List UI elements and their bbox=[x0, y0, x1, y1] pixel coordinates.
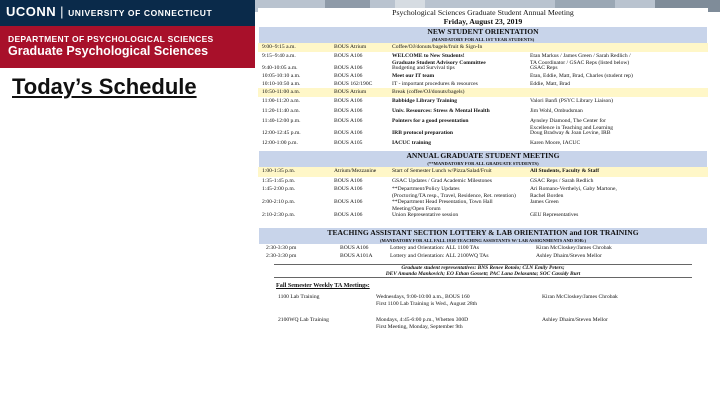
row-room: BOUS A101A bbox=[340, 253, 373, 259]
row-time: 11:20-11:40 a.m. bbox=[262, 108, 300, 114]
row-time: 12:00-1:00 p.m. bbox=[262, 140, 298, 146]
department-banner bbox=[0, 26, 255, 68]
row-room: BOUS A106 bbox=[334, 186, 363, 192]
row-room: BOUS 162/190C bbox=[334, 81, 373, 87]
row-event: Start of Semester Lunch w/Pizza/Salad/Fruit bbox=[392, 168, 492, 174]
weekly-row bbox=[258, 317, 708, 331]
weekly-presenter: Ashley Dhaim/Steven Mellor bbox=[542, 317, 608, 324]
row-event: Coffee/OJ/donuts/bagels/fruit & Sign-In bbox=[392, 44, 483, 50]
university-wordmark: UCONN | UNIVERSITY OF CONNECTICUT bbox=[6, 4, 213, 19]
doc-date: Friday, August 23, 2019 bbox=[443, 17, 523, 26]
row-event: Lottery and Orientation: ALL 2100WQ TAs bbox=[390, 253, 489, 259]
row-time: 1:00-1:35 p.m. bbox=[262, 168, 296, 174]
row-presenter: GSAC Reps bbox=[530, 65, 558, 71]
schedule-row bbox=[258, 43, 708, 52]
row-time: 11:00-11:20 a.m. bbox=[262, 98, 300, 104]
row-room: BOUS A106 bbox=[334, 108, 363, 114]
schedule-row bbox=[258, 198, 708, 211]
schedule-row bbox=[258, 185, 708, 198]
schedule-row bbox=[258, 52, 708, 64]
weekly-lab: 1100 Lab Training bbox=[278, 294, 320, 301]
row-presenter: Etan Markus / James Green / Sarah Redlich / TA Coordinator / GSAC Reps (listed below) bbox=[530, 53, 631, 66]
row-event: IACUC training bbox=[392, 140, 432, 146]
section-header bbox=[259, 228, 707, 244]
row-event: **Department/Policy Updates (Proctoring/TA resp., Travel, Residence, Ret. retention) bbox=[392, 186, 516, 199]
schedule-row bbox=[258, 80, 708, 88]
weekly-when-line: First 1100 Lab Training is Wed., August 28th bbox=[376, 301, 478, 307]
uconn-logo-text: UCONN bbox=[6, 4, 57, 19]
row-event: WELCOME to New Students! Graduate Student Advisory Committee bbox=[392, 53, 486, 66]
weekly-when-line: Mondays, 4:45-6:00 p.m., Whetten 300D bbox=[376, 317, 469, 324]
row-time: 11:40-12:00 p.m. bbox=[262, 118, 301, 124]
row-room: BOUS A106 bbox=[334, 118, 363, 124]
row-room: BOUS A106 bbox=[334, 65, 363, 71]
row-time: 1:35-1:45 p.m. bbox=[262, 178, 296, 184]
page-title: Today’s Schedule bbox=[12, 74, 197, 99]
schedule-row bbox=[258, 64, 708, 72]
section-title: TEACHING ASSISTANT SECTION LOTTERY & LAB ORIENTATION and IOR TRAINING bbox=[327, 228, 639, 237]
weekly-when bbox=[376, 294, 477, 307]
weekly-row bbox=[258, 294, 708, 308]
weekly-meetings-title: Fall Semester Weekly TA Meetings: bbox=[276, 282, 370, 290]
row-time: 10:05-10:10 a.m. bbox=[262, 73, 301, 79]
row-time: 9:00–9:15 a.m. bbox=[262, 44, 296, 50]
schedule-row bbox=[258, 97, 708, 107]
row-presenter: Karen Moore, IACUC bbox=[530, 140, 581, 146]
row-event: Univ. Resources: Stress & Mental Health bbox=[392, 108, 490, 114]
doc-title: Psychological Sciences Graduate Student Annual Meeting bbox=[392, 8, 574, 17]
row-room: BOUS A106 bbox=[334, 98, 363, 104]
row-presenter: Jim Wohl, Ombudsman bbox=[530, 108, 583, 114]
weekly-when-line: Wednesdays, 9:00-10:00 a.m., BOUS 160 bbox=[376, 294, 470, 301]
row-presenter: Eddie, Matt, Brad bbox=[530, 81, 571, 87]
row-presenter: Etan, Eddie, Matt, Brad, Charles (student rep) bbox=[530, 73, 633, 79]
row-time: 9:15–9:40 a.m. bbox=[262, 53, 296, 59]
schedule-row bbox=[258, 177, 708, 185]
row-event: Budgeting and Survival tips bbox=[392, 65, 455, 71]
row-room: BOUS A106 bbox=[334, 53, 363, 59]
row-presenter: Ashley Dhaim/Steven Mellor bbox=[536, 253, 602, 259]
row-event: Meet our IT team bbox=[392, 73, 435, 79]
section-title: ANNUAL GRADUATE STUDENT MEETING bbox=[406, 151, 560, 160]
row-presenter: Kiran McCloskey/James Chrobak bbox=[536, 245, 612, 251]
schedule-row bbox=[258, 117, 708, 129]
row-presenter: GSAC Reps / Sarah Redlich bbox=[530, 178, 594, 184]
row-event: GSAC Updates / Grad Academic Milestones bbox=[392, 178, 492, 184]
row-event: Union Representative session bbox=[392, 212, 459, 218]
schedule-row bbox=[258, 72, 708, 80]
row-presenter: Valori Banfi (PSYC Library Liaison) bbox=[530, 98, 613, 104]
weekly-when-line: First Meeting, Monday, September 9th bbox=[376, 324, 463, 330]
row-room: BOUS A106 bbox=[340, 245, 369, 251]
row-presenter: Aynsley Diamond, The Center for Excellence in Teaching and Learning bbox=[530, 118, 614, 131]
row-time: 10:10-10:50 a.m. bbox=[262, 81, 301, 87]
row-room: BOUS A106 bbox=[334, 73, 363, 79]
row-time: 2:00-2:10 p.m. bbox=[262, 199, 296, 205]
row-time: 2:30-3:30 pm bbox=[266, 253, 297, 259]
weekly-lab: 2100WQ Lab Training bbox=[278, 317, 329, 324]
schedule-row bbox=[258, 129, 708, 139]
row-presenter: James Green bbox=[530, 199, 559, 205]
row-presenter: All Students, Faculty & Staff bbox=[530, 168, 600, 174]
student-reps-line: Graduate student representatives: BNS Renee Rotolo; CLN Emily Peters; bbox=[401, 265, 565, 271]
section-title: NEW STUDENT ORIENTATION bbox=[427, 27, 539, 36]
row-time: 2:30-3:30 pm bbox=[266, 245, 297, 251]
row-event: IT - important procedures & resources bbox=[392, 81, 478, 87]
schedule-row bbox=[258, 211, 708, 225]
schedule-row bbox=[258, 252, 708, 260]
section-subtitle: (**MANDATORY FOR ALL GRADUATE STUDENTS) bbox=[427, 160, 539, 166]
row-room: BOUS A105 bbox=[334, 140, 363, 146]
row-event: **Department Head Presentation, Town Hall Meeting/Open Forum bbox=[392, 199, 493, 212]
row-event: Lottery and Orientation: ALL 1100 TAs bbox=[390, 245, 479, 251]
uconn-header bbox=[0, 0, 255, 68]
program-name: Graduate Psychological Sciences bbox=[8, 44, 209, 58]
section-header bbox=[259, 151, 707, 167]
section-header bbox=[259, 27, 707, 43]
row-event: Break (coffee/OJ/donuts/bagels) bbox=[392, 89, 465, 95]
university-name: UNIVERSITY OF CONNECTICUT bbox=[68, 8, 213, 18]
schedule-row bbox=[258, 107, 708, 117]
department-name: DEPARTMENT OF PSYCHOLOGICAL SCIENCES bbox=[8, 34, 214, 44]
student-reps-line: DEV Amanda Mankovich; EO Ethan Gossett; PAC Lana Delasanta; SOC Cassidy Burt bbox=[385, 271, 581, 278]
row-event: Babbidge Library Training bbox=[392, 98, 458, 104]
row-presenter: GEU Representatives bbox=[530, 212, 579, 218]
row-event: IRB protocol preparation bbox=[392, 130, 454, 136]
schedule-row bbox=[258, 88, 708, 97]
row-room: BOUS Atrium bbox=[334, 44, 367, 50]
row-time: 2:10-2:30 p.m. bbox=[262, 212, 296, 218]
row-presenter: Ari Romano-Verthelyi, Gaby Martone, Rachel Borden bbox=[530, 186, 617, 199]
section-subtitle: (MANDATORY FOR ALL FALL 1910 TEACHING ASSISTANTS W/ LAB ASSIGNMENTS AND IOR:) bbox=[379, 237, 587, 243]
schedule-document bbox=[258, 8, 708, 405]
row-room: BOUS A106 bbox=[334, 178, 363, 184]
schedule-row bbox=[258, 167, 708, 177]
weekly-presenter: Kiran McCloskey/James Chrobak bbox=[542, 294, 618, 301]
row-presenter: Doug Bradway & Joan Levine, IRB bbox=[530, 130, 611, 136]
row-room: BOUS A106 bbox=[334, 130, 363, 136]
weekly-when bbox=[376, 317, 468, 330]
schedule-row bbox=[258, 244, 708, 252]
row-event: Pointers for a good presentation bbox=[392, 118, 469, 124]
schedule-row bbox=[258, 139, 708, 148]
row-room: BOUS A106 bbox=[334, 199, 363, 205]
row-room: BOUS A106 bbox=[334, 212, 363, 218]
row-time: 9:40-10:05 a.m. bbox=[262, 65, 298, 71]
row-time: 12:00-12:45 p.m. bbox=[262, 130, 301, 136]
row-room: BOUS Atrium bbox=[334, 89, 367, 95]
section-subtitle: (MANDATORY FOR ALL 1ST YEAR STUDENTS) bbox=[431, 36, 535, 42]
row-time: 1:45-2:00 p.m. bbox=[262, 186, 296, 192]
row-time: 10:50-11:00 a.m. bbox=[262, 89, 301, 95]
row-room: Atrium/Mezzanine bbox=[334, 168, 377, 174]
